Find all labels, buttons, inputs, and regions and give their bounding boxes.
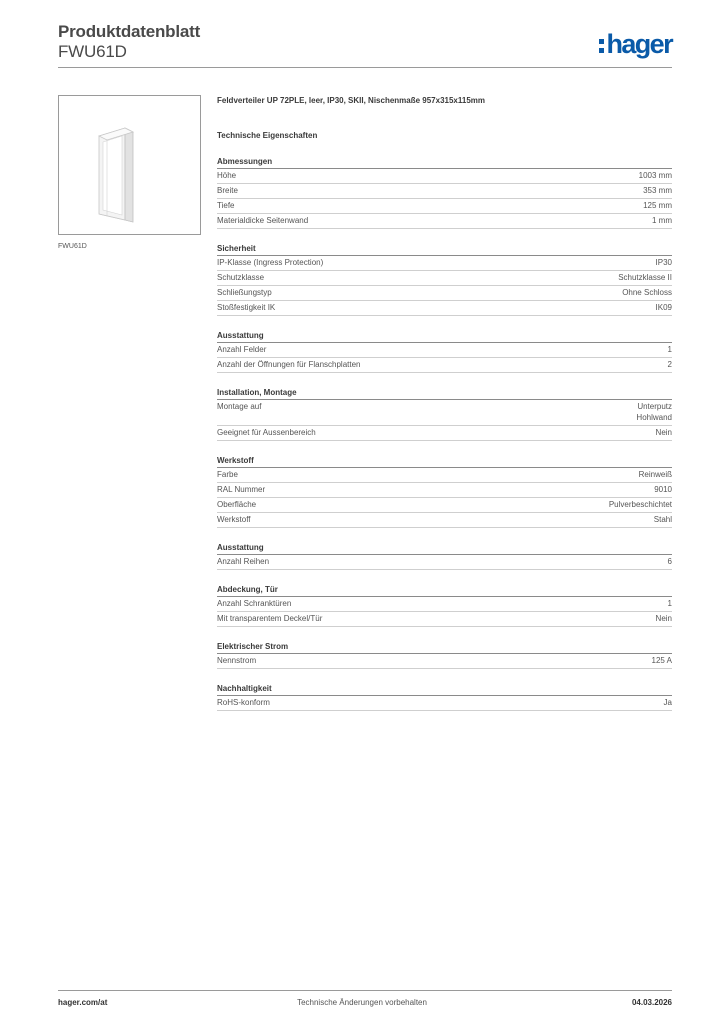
spec-label: Anzahl Felder <box>217 345 267 354</box>
spec-row <box>217 271 672 286</box>
spec-label: Mit transparentem Deckel/Tür <box>217 614 323 623</box>
spec-label: Oberfläche <box>217 500 257 509</box>
spec-row <box>217 214 672 229</box>
spec-section <box>217 584 672 627</box>
document-title: Produktdatenblatt <box>58 22 201 41</box>
spec-section <box>217 641 672 669</box>
product-description: Feldverteiler UP 72PLE, leer, IP30, SKII, Nischenmaße 957x315x115mm <box>217 96 486 105</box>
enclosure-illustration-icon <box>59 96 200 234</box>
spec-label: Höhe <box>217 171 237 180</box>
spec-value-line: 9010 <box>654 485 672 494</box>
footer-website: hager.com/at <box>58 998 108 1007</box>
hager-logo <box>599 30 672 58</box>
spec-label: RoHS-konform <box>217 698 270 707</box>
page-header <box>58 20 672 68</box>
spec-row <box>217 513 672 528</box>
spec-value <box>656 427 672 438</box>
header-divider <box>58 67 672 68</box>
spec-label: Anzahl Reihen <box>217 557 270 566</box>
spec-row <box>217 343 672 358</box>
spec-row <box>217 301 672 316</box>
spec-value <box>668 598 672 609</box>
spec-row <box>217 654 672 669</box>
logo-dots-icon <box>599 39 604 53</box>
spec-label: RAL Nummer <box>217 485 266 494</box>
spec-value-line: Nein <box>655 614 672 623</box>
spec-row <box>217 358 672 373</box>
spec-label: Anzahl der Öffnungen für Flanschplatten <box>217 360 361 369</box>
spec-section <box>217 243 672 316</box>
spec-section <box>217 455 672 528</box>
spec-value-line: 125 A <box>651 656 672 665</box>
spec-value-line: 1 <box>667 345 672 354</box>
spec-row <box>217 169 672 184</box>
section-title: Werkstoff <box>217 455 672 468</box>
spec-row <box>217 483 672 498</box>
spec-row <box>217 696 672 711</box>
technical-properties-heading: Technische Eigenschaften <box>217 131 318 140</box>
spec-label: Schutzklasse <box>217 273 265 282</box>
spec-label: Tiefe <box>217 201 235 210</box>
section-title: Elektrischer Strom <box>217 641 672 654</box>
logo-text: hager <box>606 28 672 59</box>
spec-value <box>622 287 672 298</box>
spec-row <box>217 400 672 426</box>
spec-value-line: Nein <box>655 428 672 437</box>
spec-value <box>643 185 672 196</box>
spec-row <box>217 184 672 199</box>
spec-sections <box>217 156 672 711</box>
spec-value-line: 2 <box>667 360 672 369</box>
footer-divider <box>58 990 672 991</box>
spec-value <box>639 469 672 480</box>
spec-section <box>217 156 672 229</box>
spec-label: IP-Klasse (Ingress Protection) <box>217 258 324 267</box>
spec-value <box>664 697 672 708</box>
spec-label: Geeignet für Aussenbereich <box>217 428 316 437</box>
spec-value <box>668 556 672 567</box>
spec-label: Stoßfestigkeit IK <box>217 303 276 312</box>
spec-label: Werkstoff <box>217 515 251 524</box>
spec-row <box>217 426 672 441</box>
product-image <box>58 95 201 235</box>
spec-value <box>668 359 672 370</box>
spec-row <box>217 256 672 271</box>
spec-value <box>654 484 672 495</box>
spec-section <box>217 683 672 711</box>
footer-date: 04.03.2026 <box>631 998 672 1007</box>
spec-label: Schließungstyp <box>217 288 272 297</box>
spec-value <box>636 401 672 423</box>
spec-value-line: 125 mm <box>643 201 672 210</box>
spec-value <box>643 200 672 211</box>
spec-value <box>639 170 672 181</box>
spec-value <box>652 215 672 226</box>
image-caption: FWU61D <box>58 243 87 250</box>
spec-label: Breite <box>217 186 238 195</box>
spec-value-line: Ja <box>663 698 672 707</box>
spec-value-line: IK09 <box>655 303 672 312</box>
spec-value-line: IP30 <box>655 258 672 267</box>
section-title: Ausstattung <box>217 330 672 343</box>
spec-value-line: Schutzklasse II <box>618 273 672 282</box>
spec-value <box>618 272 672 283</box>
spec-value-line: Reinweiß <box>638 470 672 479</box>
spec-label: Farbe <box>217 470 238 479</box>
section-title: Ausstattung <box>217 542 672 555</box>
footer-note: Technische Änderungen vorbehalten <box>297 998 427 1007</box>
spec-value-line: 6 <box>667 557 672 566</box>
spec-value <box>668 344 672 355</box>
spec-value-line: Unterputz <box>637 402 672 411</box>
spec-label: Anzahl Schranktüren <box>217 599 292 608</box>
spec-value <box>652 655 672 666</box>
spec-value-line: Ohne Schloss <box>622 288 672 297</box>
spec-row <box>217 286 672 301</box>
spec-value-line: Pulverbeschichtet <box>608 500 672 509</box>
section-title: Nachhaltigkeit <box>217 683 672 696</box>
spec-label: Montage auf <box>217 402 262 411</box>
spec-row <box>217 597 672 612</box>
spec-section <box>217 330 672 373</box>
spec-section <box>217 387 672 441</box>
spec-label: Materialdicke Seitenwand <box>217 216 309 225</box>
section-title: Abdeckung, Tür <box>217 584 672 597</box>
spec-row <box>217 612 672 627</box>
section-title: Abmessungen <box>217 156 672 169</box>
spec-value <box>656 257 672 268</box>
spec-value-line: 1003 mm <box>638 171 672 180</box>
spec-value <box>609 499 672 510</box>
spec-row <box>217 199 672 214</box>
section-title: Installation, Montage <box>217 387 672 400</box>
spec-value-line: Hohlwand <box>636 413 672 422</box>
specification-area <box>217 95 672 711</box>
spec-value-line: 353 mm <box>643 186 672 195</box>
spec-row <box>217 498 672 513</box>
spec-section <box>217 542 672 570</box>
spec-value-line: 1 <box>667 599 672 608</box>
product-code: FWU61D <box>58 42 127 61</box>
spec-label: Nennstrom <box>217 656 257 665</box>
spec-value <box>654 514 672 525</box>
spec-value <box>656 302 672 313</box>
section-title: Sicherheit <box>217 243 672 256</box>
spec-row <box>217 468 672 483</box>
spec-value-line: 1 mm <box>652 216 672 225</box>
spec-row <box>217 555 672 570</box>
spec-value-line: Stahl <box>653 515 672 524</box>
spec-value <box>656 613 672 624</box>
